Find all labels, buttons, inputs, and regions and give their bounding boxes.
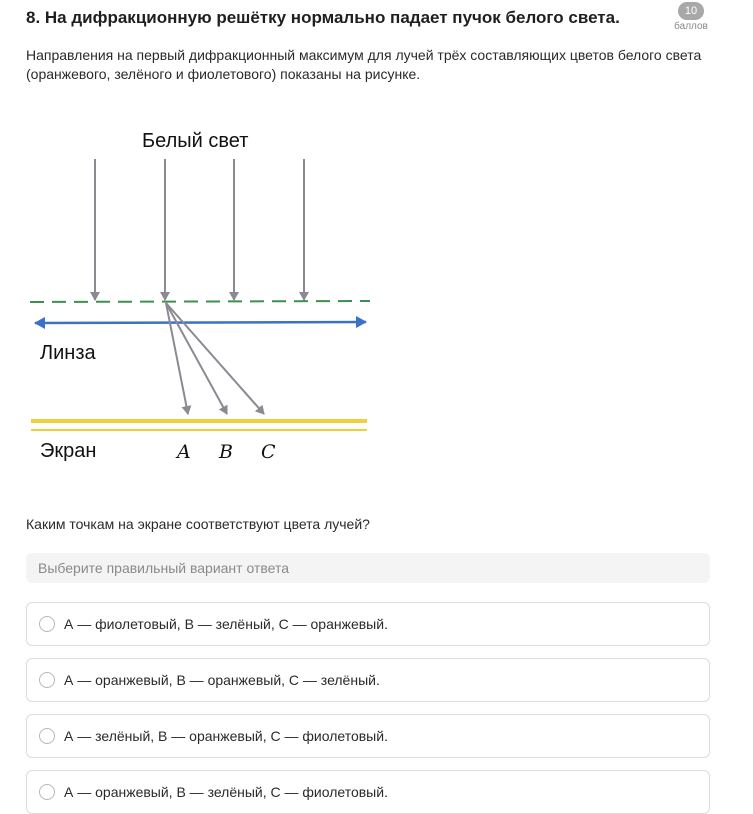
point-c-label: C [261, 441, 276, 463]
screen-label: Экран [40, 440, 97, 462]
answer-option[interactable] [26, 714, 710, 758]
point-b-label: B [219, 441, 233, 463]
lens [35, 322, 366, 323]
answer-option-text: А — оранжевый, В — оранжевый, С — зелёный. [64, 672, 380, 688]
radio-button[interactable] [39, 616, 55, 632]
radio-button[interactable] [39, 784, 55, 800]
answer-option-text: А — зелёный, В — оранжевый, С — фиолетовый. [64, 728, 388, 744]
diffracted-ray-a [166, 303, 188, 414]
lens-label: Линза [40, 342, 96, 364]
white-light-label: Белый свет [142, 130, 249, 152]
diffracted-ray-b [166, 303, 227, 414]
answer-option[interactable] [26, 658, 710, 702]
answer-option-text: А — оранжевый, В — зелёный, С — фиолетовый. [64, 784, 388, 800]
points-badge: 10 [678, 2, 704, 20]
question-description: Направления на первый дифракционный максимум для лучей трёх составляющих цветов белого света (оранжевого, зелёного и фиолетового) показаны на рисунке. [26, 47, 702, 82]
answer-option[interactable] [26, 602, 710, 646]
diffraction-grating [30, 301, 370, 302]
answer-hint: Выберите правильный вариант ответа [26, 553, 710, 583]
radio-button[interactable] [39, 672, 55, 688]
question-prompt: Каким точкам на экране соответствуют цвета лучей? [26, 516, 370, 532]
answer-option-text: А — фиолетовый, В — зелёный, С — оранжевый. [64, 616, 388, 632]
question-title: 8. На дифракционную решётку нормально падает пучок белого света. [26, 8, 620, 27]
radio-button[interactable] [39, 728, 55, 744]
point-a-label: A [177, 441, 191, 463]
points-label: баллов [674, 21, 708, 32]
diffracted-ray-c [166, 303, 264, 414]
answer-option[interactable] [26, 770, 710, 814]
